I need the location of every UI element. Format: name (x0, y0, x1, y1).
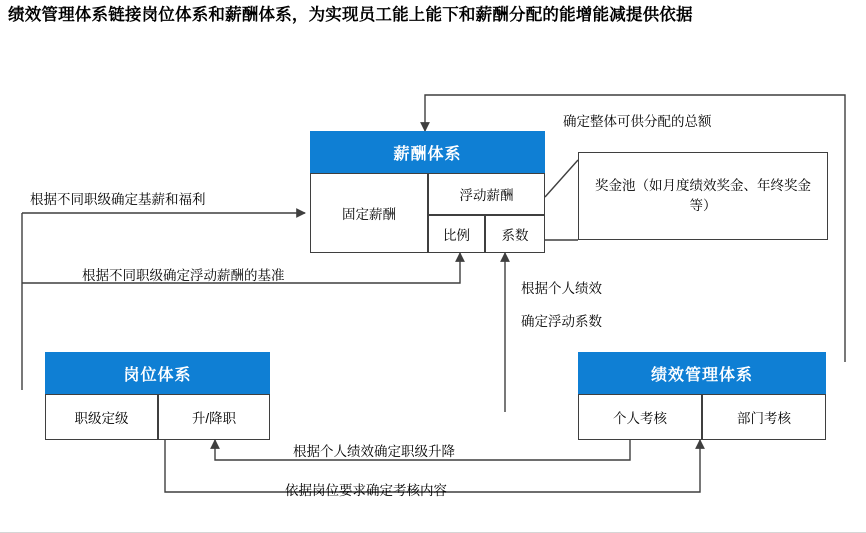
label-grade-change: 根据个人绩效确定职级升降 (293, 444, 455, 459)
salary-coefficient-cell[interactable] (485, 215, 545, 253)
position-promote-label: 升/降职 (191, 411, 237, 426)
position-grade-cell[interactable] (45, 394, 158, 440)
salary-floating-cell[interactable] (428, 173, 545, 215)
label-assessment-content: 依据岗位要求确定考核内容 (285, 483, 447, 498)
salary-ratio-label: 比例 (443, 228, 470, 243)
performance-department-cell[interactable] (702, 394, 826, 440)
position-system-title: 岗位体系 (123, 366, 192, 384)
position-grade-label: 职级定级 (74, 411, 129, 426)
position-system-header (45, 352, 270, 394)
salary-floating-label: 浮动薪酬 (459, 188, 514, 203)
bonus-pool-callout (578, 152, 828, 240)
salary-ratio-cell[interactable] (428, 215, 485, 253)
label-base-salary-benefit: 根据不同职级确定基薪和福利 (30, 192, 206, 207)
label-personal-performance-line1: 根据个人绩效 (521, 281, 602, 296)
salary-fixed-cell[interactable] (310, 173, 428, 253)
performance-personal-cell[interactable] (578, 394, 702, 440)
label-personal-performance-line2: 确定浮动系数 (521, 314, 602, 329)
label-total-amount: 确定整体可供分配的总额 (563, 114, 712, 129)
performance-department-label: 部门考核 (737, 411, 791, 426)
bonus-pool-text: 奖金池（如月度绩效奖金、年终奖金等） (595, 177, 811, 213)
page-title: 绩效管理体系链接岗位体系和薪酬体系，为实现员工能上能下和薪酬分配的能增能减提供依据 (8, 6, 693, 24)
salary-fixed-label: 固定薪酬 (342, 207, 396, 222)
performance-system-title: 绩效管理体系 (650, 366, 753, 384)
salary-system-header (310, 131, 545, 173)
salary-system-title: 薪酬体系 (393, 145, 462, 163)
label-floating-benchmark: 根据不同职级确定浮动薪酬的基准 (82, 268, 285, 283)
performance-system-header (578, 352, 826, 394)
position-promote-cell[interactable] (158, 394, 270, 440)
performance-personal-label: 个人考核 (613, 411, 667, 426)
salary-coefficient-label: 系数 (501, 228, 529, 243)
